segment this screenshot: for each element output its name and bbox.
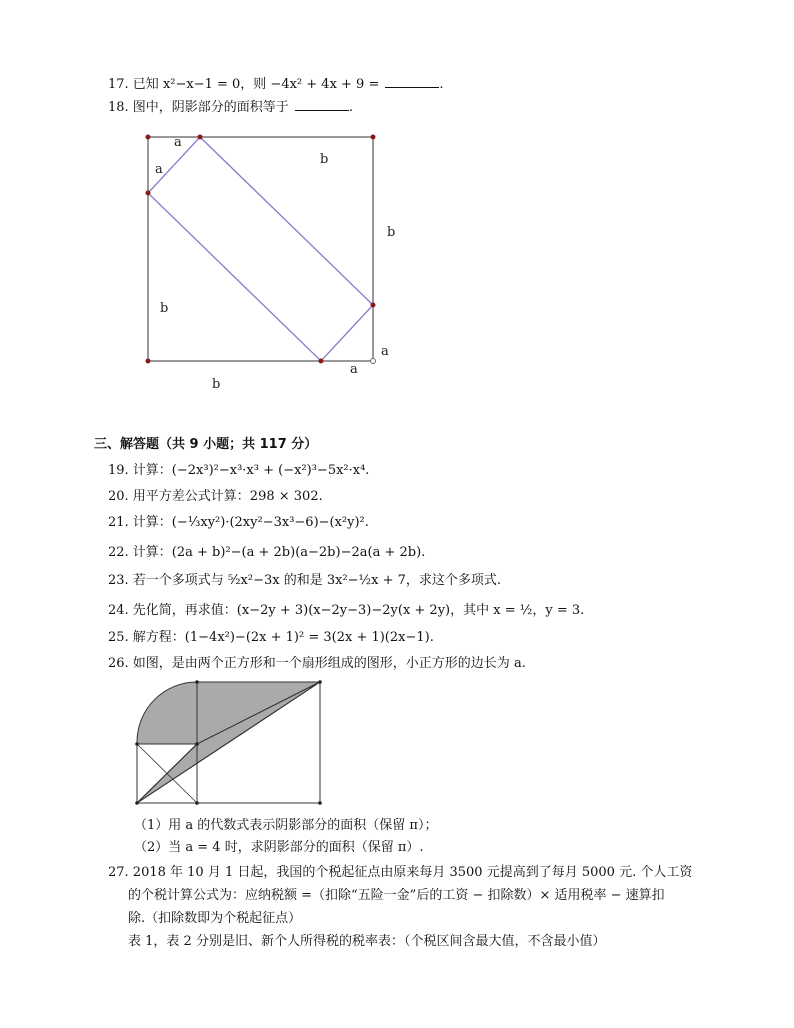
question-17: 17. 已知 x²−x−1 = 0，则 −4x² + 4x + 9 = . [108,77,444,92]
label-b-bottom: b [212,377,221,392]
label-a-left: a [155,162,163,177]
question-18: 18. 图中，阴影部分的面积等于 . [108,100,353,115]
problem-26-part-1: （1）用 a 的代数式表示阴影部分的面积（保留 π）； [134,818,438,833]
question-17-text: 17. 已知 x²−x−1 = 0，则 −4x² + 4x + 9 = [108,77,380,92]
problem-20: 20. 用平方差公式计算：298 × 302. [108,489,323,504]
problem-24: 24. 先化简，再求值：(x−2y + 3)(x−2y−3)−2y(x + 2y)，其中 x = ½，y = 3. [108,603,585,618]
inner-rectangle [148,137,373,361]
question-18-text: 18. 图中，阴影部分的面积等于 [108,100,289,115]
problem-25: 25. 解方程：(1−4x²)−(2x + 1)² = 3(2x + 1)(2x−1). [108,630,434,645]
section-3-title: 三、解答题（共 9 小题；共 117 分） [94,437,318,452]
label-a-top: a [174,135,182,150]
label-b-left: b [160,301,169,316]
answer-blank-18 [295,98,349,111]
shaded-wedge [137,682,320,803]
problem-22: 22. 计算：(2a + b)²−(a + 2b)(a−2b)−2a(a + 2b). [108,545,426,560]
answer-blank-17 [385,75,439,88]
small-square [137,744,197,803]
problem-27-line-4: 表 1，表 2 分别是旧、新个人所得税的税率表：（个税区间含最大值，不含最小值） [128,934,606,949]
problem-27-line-2: 的个税计算公式为：应纳税额 =（扣除“五险一金”后的工资 − 扣除数）× 适用税率 − 速算扣 [128,888,665,903]
problem-23: 23. 若一个多项式与 ⁵⁄₂x²−3x 的和是 3x²−½x + 7，求这个多项式. [108,573,502,588]
label-b-right: b [387,225,396,240]
problem-21: 21. 计算：(−⅓xy²)·(2xy²−3x³−6)−(x²y)². [108,515,369,530]
large-square [197,682,320,803]
outer-square [148,137,373,361]
shaded-triangle [137,682,320,803]
problem-26: 26. 如图，是由两个正方形和一个扇形组成的图形，小正方形的边长为 a. [108,656,526,671]
problem-26-part-2: （2）当 a = 4 时，求阴影部分的面积（保留 π）. [134,840,424,855]
problem-19: 19. 计算：(−2x³)²−x³·x³ + (−x²)³−5x²·x⁴. [108,463,370,478]
label-a-bottom: a [350,362,358,377]
label-b-top: b [320,152,329,167]
problem-27-line-3: 除.（扣除数即为个税起征点） [128,911,302,926]
label-a-right: a [381,344,389,359]
problem-27-line-1: 27. 2018 年 10 月 1 日起，我国的个税起征点由原来每月 3500 元提高到了每月 5000 元. 个人工资 [108,865,693,880]
shaded-sector [137,682,197,744]
